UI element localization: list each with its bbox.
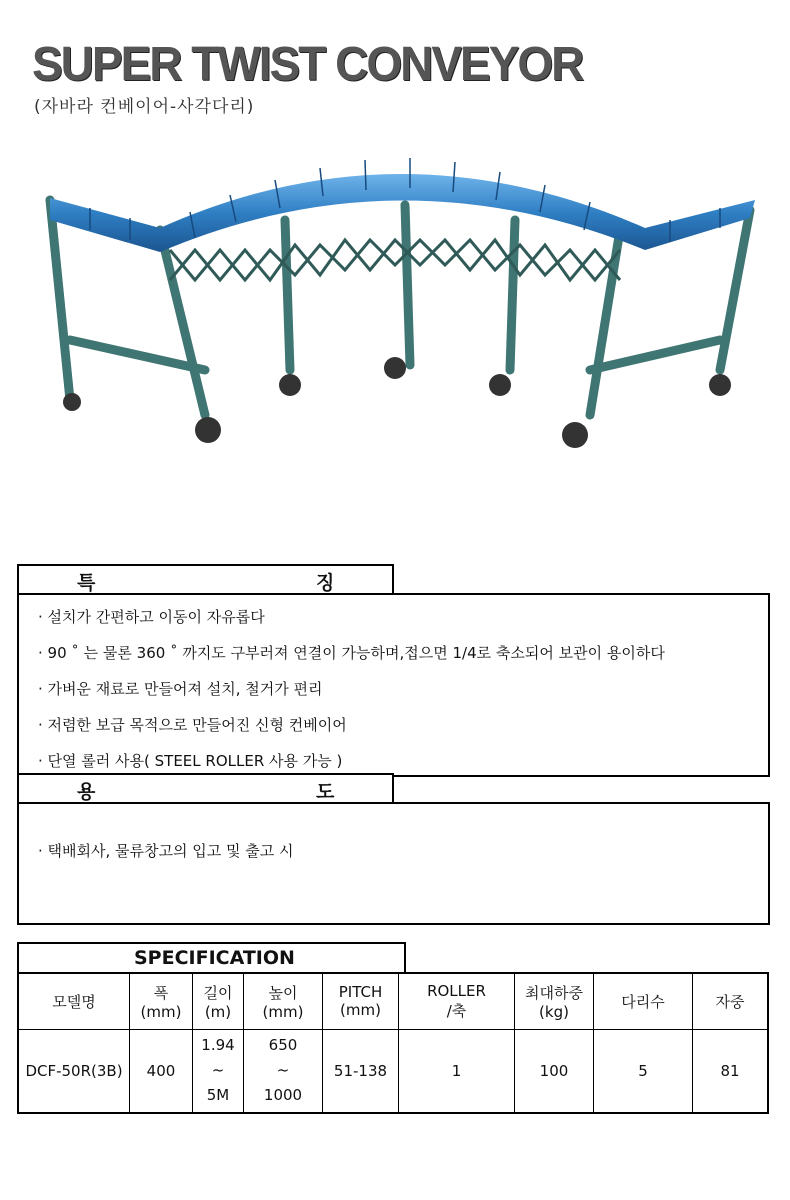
feature-item: · 설치가 간편하고 이동이 자유롭다	[38, 608, 265, 626]
cell-height: 650 ~ 1000	[244, 1029, 323, 1113]
usage-header	[17, 773, 394, 804]
features-header	[17, 564, 394, 595]
cell-max-load: 100	[515, 1029, 594, 1113]
cell-length: 1.94 ~ 5M	[193, 1029, 244, 1113]
product-title: SUPER TWIST CONVEYOR	[32, 35, 583, 91]
col-length: 길이 (m)	[193, 973, 244, 1029]
usage-label-right: 도	[316, 781, 335, 803]
cell-legs: 5	[594, 1029, 693, 1113]
spec-table	[17, 972, 769, 1114]
spec-title: SPECIFICATION	[134, 947, 295, 969]
usage-label-left: 용	[77, 781, 96, 803]
features-label-left: 특	[77, 572, 96, 594]
usage-item: · 택배회사, 물류창고의 입고 및 출고 시	[38, 842, 294, 860]
col-roller: ROLLER /축	[399, 973, 515, 1029]
cell-pitch: 51-138	[323, 1029, 399, 1113]
cell-model: DCF-50R(3B)	[18, 1029, 130, 1113]
feature-item: · 가벼운 재료로 만들어져 설치, 철거가 편리	[38, 680, 323, 698]
caster-wheels	[63, 357, 731, 448]
col-height: 높이 (mm)	[244, 973, 323, 1029]
scissor-links	[170, 240, 620, 280]
col-pitch: PITCH (mm)	[323, 973, 399, 1029]
product-subtitle: (자바라 컨베이어-사각다리)	[34, 97, 255, 117]
col-max-load: 최대하중 (kg)	[515, 973, 594, 1029]
col-model: 모델명	[18, 973, 130, 1029]
cell-roller: 1	[399, 1029, 515, 1113]
features-label-right: 징	[316, 572, 335, 594]
spec-header-row	[18, 973, 768, 1029]
spec-data-row	[18, 1029, 768, 1113]
conveyor-photo	[30, 140, 770, 460]
feature-item: · 단열 롤러 사용( STEEL ROLLER 사용 가능 )	[38, 752, 343, 770]
usage-box	[17, 802, 770, 925]
col-legs: 다리수	[594, 973, 693, 1029]
feature-item: · 저렴한 보급 목적으로 만들어진 신형 컨베이어	[38, 716, 347, 734]
cell-width: 400	[130, 1029, 193, 1113]
col-weight: 자중	[693, 973, 769, 1029]
feature-item: · 90 ˚ 는 물론 360 ˚ 까지도 구부러져 연결이 가능하며,접으면 1/4로 축소되어 보관이 용이하다	[38, 644, 665, 662]
cell-weight: 81	[693, 1029, 769, 1113]
spec-header	[17, 942, 406, 974]
col-width: 폭 (mm)	[130, 973, 193, 1029]
